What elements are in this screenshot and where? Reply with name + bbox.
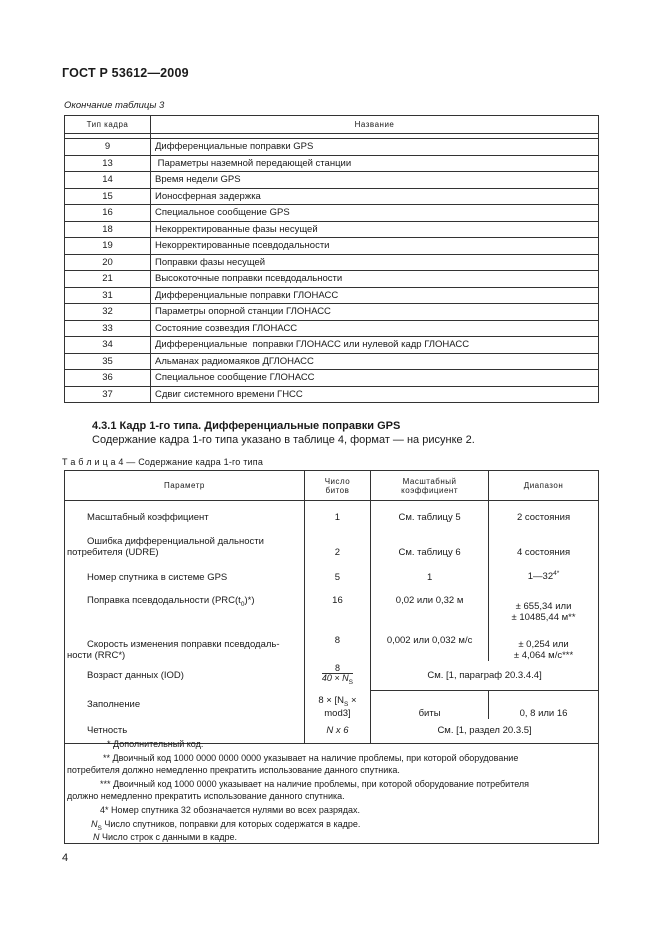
cell-type: 9: [65, 139, 151, 156]
cell-bits: 1: [304, 501, 370, 523]
cell-type: 15: [65, 188, 151, 205]
note-2-line-1: ** Двоичный код 1000 0000 0000 0000 указывает на наличие проблемы, при которой оборудование: [103, 753, 519, 763]
table-row: [65, 238, 599, 255]
bits-text-1: 8 × [N: [318, 694, 344, 706]
table-row: [65, 386, 599, 403]
table3-caption: Окончание таблицы 3: [64, 100, 165, 111]
cell-bits: 8: [304, 623, 370, 661]
cell-range: [489, 623, 599, 661]
cell-param: [65, 583, 305, 623]
note-5-text: Число спутников, поправки для которых содержатся в кадре.: [101, 819, 361, 829]
table-row: [65, 188, 599, 205]
table-row: [65, 304, 599, 321]
cell-name: Специальное сообщение ГЛОНАСС: [151, 370, 599, 387]
h-scale-2: коэффициент: [401, 485, 458, 495]
table4-col-range: Диапазон: [489, 471, 599, 501]
range-value: 1—32: [527, 571, 554, 583]
table-row: [65, 320, 599, 337]
fraction-denominator: [322, 674, 353, 686]
denominator-sub: S: [348, 679, 354, 687]
note-1: * Дополнительный код.: [107, 739, 204, 749]
bits-text-2: × mod3]: [324, 694, 357, 719]
param-line-2: потребителя (UDRE): [67, 546, 159, 558]
range-line-1: ± 0,254 или: [518, 638, 569, 650]
note-6: [93, 832, 237, 842]
note-2-line-2: потребителя должно немедленно прекратить использование данного спутника.: [67, 765, 400, 775]
table4-col-param: Параметр: [65, 471, 305, 501]
cell-type: 19: [65, 238, 151, 255]
cell-scale: биты: [371, 691, 489, 719]
cell-name: Сдвиг системного времени ГНСС: [151, 386, 599, 403]
table-row: [65, 271, 599, 288]
cell-scale: См. таблицу 5: [371, 501, 489, 523]
cell-bits: 16: [304, 583, 370, 623]
param-line-2: ности (RRC*): [67, 649, 126, 661]
cell-range: 2 состояния: [489, 501, 599, 523]
h-bits-2: битов: [325, 485, 350, 495]
cell-name: Специальное сообщение GPS: [151, 205, 599, 222]
cell-bits: N x 6: [304, 719, 370, 744]
cell-param: Четность: [65, 719, 305, 744]
section-title: 4.3.1 Кадр 1-го типа. Дифференциальные поправки GPS: [92, 420, 401, 432]
cell-param: Возраст данных (IOD): [65, 661, 305, 691]
range-line-2: ± 10485,44 м**: [511, 611, 576, 623]
table-4: [64, 470, 599, 744]
document-header: ГОСТ Р 53612—2009: [62, 66, 189, 80]
cell-name: Дифференциальные поправки GPS: [151, 139, 599, 156]
table4-caption: Т а б л и ц а 4 — Содержание кадра 1-го типа: [62, 457, 264, 467]
fraction-numerator: 8: [322, 664, 353, 674]
page-number: 4: [62, 852, 69, 864]
cell-scale: 0,002 или 0,032 м/с: [371, 623, 489, 661]
table-row: [65, 583, 599, 623]
cell-scale: См. таблицу 6: [371, 523, 489, 558]
note-4: 4* Номер спутника 32 обозначается нулями во всех разрядах.: [100, 805, 360, 815]
cell-name: Дифференциальные поправки ГЛОНАСС или нулевой кадр ГЛОНАСС: [151, 337, 599, 354]
note-3-line-1: *** Двоичный код 1000 0000 указывает на наличие проблемы, при которой оборудование потребителя: [100, 779, 530, 789]
note-5-symbol: N: [91, 819, 98, 829]
cell-type: 33: [65, 320, 151, 337]
table-row: [65, 661, 599, 691]
table4-col-scale: [371, 471, 489, 501]
section-paragraph: Содержание кадра 1-го типа указано в таблице 4, формат — на рисунке 2.: [92, 434, 475, 446]
param-sub: 0: [240, 600, 245, 608]
table-row: [65, 501, 599, 523]
cell-scale: 0,02 или 0,32 м: [371, 583, 489, 623]
cell-scale: 1: [371, 558, 489, 583]
range-line-2: ± 4,064 м/с***: [513, 649, 574, 661]
table-row: [65, 155, 599, 172]
cell-name: Высокоточные поправки псевдодальности: [151, 271, 599, 288]
table-row: [65, 370, 599, 387]
table3-col-type: Тип кадра: [65, 116, 151, 134]
bits-fraction: [322, 664, 353, 686]
param-text: Поправка псевдодальности (PRC(t: [87, 594, 241, 606]
table4-col-bits: [304, 471, 370, 501]
cell-type: 13: [65, 155, 151, 172]
note-5: [91, 819, 360, 832]
cell-type: 16: [65, 205, 151, 222]
table-row: [65, 558, 599, 583]
cell-type: 35: [65, 353, 151, 370]
cell-range: 4 состояния: [489, 523, 599, 558]
range-sup: 4*: [553, 570, 560, 578]
cell-type: 32: [65, 304, 151, 321]
cell-param: [65, 623, 305, 661]
denominator-text: 40 × N: [321, 673, 349, 684]
cell-name: Альманах радиомаяков ДГЛОНАСС: [151, 353, 599, 370]
cell-type: 14: [65, 172, 151, 189]
h-bits-1: Число: [324, 476, 351, 486]
note-5-sub: S: [97, 824, 102, 832]
cell-bits: [304, 691, 370, 719]
note-6-text: Число строк с данными в кадре.: [99, 832, 238, 842]
note-3-line-2: должно немедленно прекратить использование данного спутника.: [67, 791, 345, 801]
cell-type: 37: [65, 386, 151, 403]
cell-scale-range: См. [1, параграф 20.3.4.4]: [371, 661, 599, 691]
cell-range: [489, 558, 599, 583]
range-line-1: ± 655,34 или: [515, 600, 572, 612]
h-scale-1: Масштабный: [402, 476, 457, 486]
cell-param: [65, 523, 305, 558]
table-row: [65, 172, 599, 189]
table-row: [65, 337, 599, 354]
cell-name: Параметры опорной станции ГЛОНАСС: [151, 304, 599, 321]
table-3: [64, 115, 599, 403]
param-line-1: Скорость изменения поправки псевдодаль-: [87, 638, 280, 650]
cell-type: 21: [65, 271, 151, 288]
cell-name: Некорректированные псевдодальности: [151, 238, 599, 255]
cell-type: 20: [65, 254, 151, 271]
table-row: [65, 221, 599, 238]
table-row: [65, 523, 599, 558]
table-row: [65, 287, 599, 304]
cell-param: Заполнение: [65, 691, 305, 719]
cell-scale-range: См. [1, раздел 20.3.5]: [371, 719, 599, 744]
table-row: [65, 353, 599, 370]
cell-param: Масштабный коэффициент: [65, 501, 305, 523]
cell-name: Параметры наземной передающей станции: [151, 155, 599, 172]
cell-param: Номер спутника в системе GPS: [65, 558, 305, 583]
cell-name: Некорректированные фазы несущей: [151, 221, 599, 238]
cell-name: Время недели GPS: [151, 172, 599, 189]
table-row: [65, 254, 599, 271]
param-line-1: Ошибка дифференциальной дальности: [87, 535, 264, 547]
table-row: [65, 139, 599, 156]
cell-type: 31: [65, 287, 151, 304]
cell-bits: 2: [304, 523, 370, 558]
cell-name: Дифференциальные поправки ГЛОНАСС: [151, 287, 599, 304]
cell-bits: [304, 661, 370, 691]
cell-range: [489, 583, 599, 623]
cell-bits: 5: [304, 558, 370, 583]
cell-name: Поправки фазы несущей: [151, 254, 599, 271]
param-tail: )*): [244, 594, 255, 606]
table-row: [65, 623, 599, 661]
note-6-symbol: N: [93, 832, 100, 842]
table3-col-name: Название: [151, 116, 599, 134]
cell-name: Ионосферная задержка: [151, 188, 599, 205]
bits-sub: S: [344, 700, 349, 708]
table-row: [65, 205, 599, 222]
cell-type: 34: [65, 337, 151, 354]
cell-type: 18: [65, 221, 151, 238]
cell-name: Состояние созвездия ГЛОНАСС: [151, 320, 599, 337]
cell-range: 0, 8 или 16: [489, 691, 599, 719]
cell-type: 36: [65, 370, 151, 387]
table-row: [65, 691, 599, 719]
table4-notes: [64, 736, 599, 844]
